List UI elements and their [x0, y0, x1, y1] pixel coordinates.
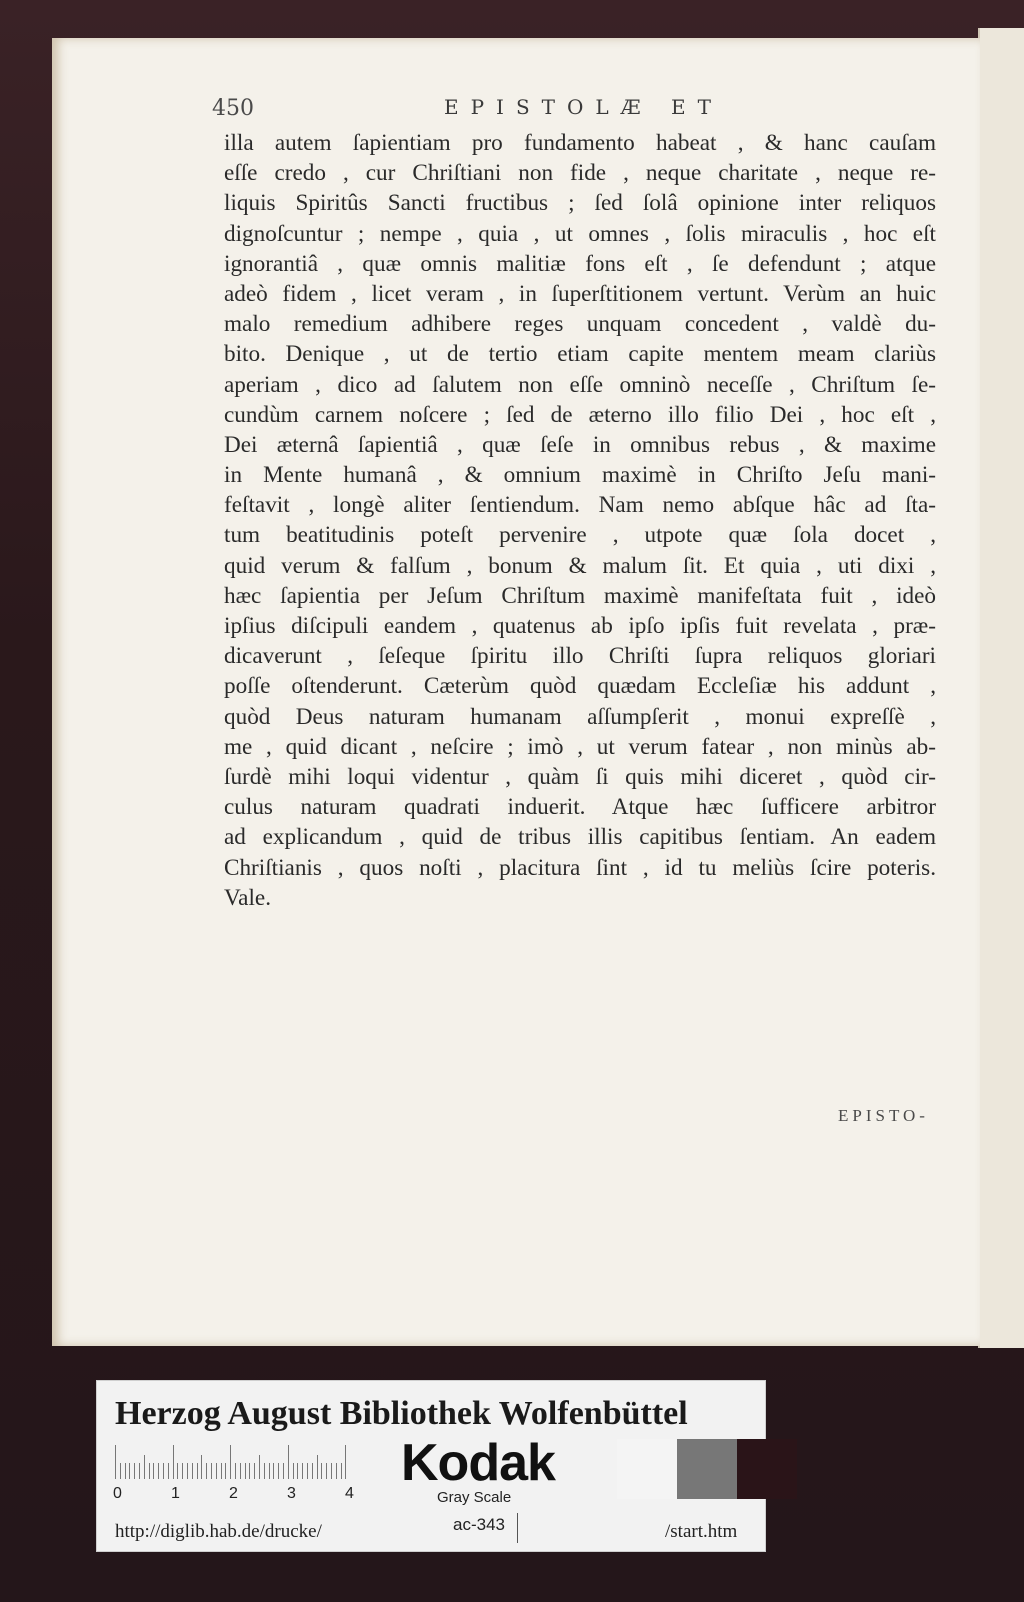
shelfmark: ac-343 [453, 1515, 505, 1534]
scale-tick [321, 1463, 322, 1479]
scale-tick [345, 1445, 346, 1479]
scale-tick [293, 1463, 294, 1479]
scale-label: 4 [345, 1485, 354, 1502]
scale-tick [134, 1463, 135, 1479]
scale-tick [192, 1463, 193, 1479]
gray-swatch-dark [737, 1439, 797, 1499]
text-line: cundùm carnem noſcere ; ſed de æterno illo filio Dei , hoc eſt , [224, 401, 936, 428]
scale-tick [115, 1445, 116, 1479]
digital-library-url: http://diglib.hab.de/drucke/ [115, 1521, 322, 1542]
scale-tick [120, 1463, 121, 1479]
text-line: ignorantiâ , quæ omnis malitiæ fons eſt , ſe defendunt ; atque [224, 250, 936, 277]
letter-body [224, 128, 936, 913]
start-page-url: /start.htm [665, 1521, 738, 1542]
scale-tick [297, 1463, 298, 1479]
scale-tick [173, 1445, 174, 1479]
scale-tick [273, 1463, 274, 1479]
scale-tick [177, 1463, 178, 1479]
scale-tick [206, 1463, 207, 1479]
text-line: Vale. [224, 884, 271, 911]
text-line: me , quid dicant , neſcire ; imò , ut verum fatear , non minùs ab- [224, 733, 936, 760]
scale-tick [201, 1455, 202, 1479]
scale-tick [278, 1463, 279, 1479]
text-line: ſurdè mihi loqui videntur , quàm ſi quis mihi diceret , quòd cir- [224, 763, 936, 790]
library-name: Herzog August Bibliothek Wolfenbüttel [115, 1395, 688, 1432]
scale-label: 2 [229, 1485, 238, 1502]
scale-tick [312, 1463, 313, 1479]
scale-tick [254, 1463, 255, 1479]
scale-tick [302, 1463, 303, 1479]
text-line: ad explicandum , quid de tribus illis capitibus ſentiam. An eadem [224, 824, 936, 851]
text-line: tum beatitudinis poteſt pervenire , utpote quæ ſola docet , [224, 522, 936, 549]
scale-tick [283, 1463, 284, 1479]
text-line: dignoſcuntur ; nempe , quia , ut omnes , ſolis miraculis , hoc eſt [224, 220, 936, 247]
scale-tick [153, 1463, 154, 1479]
text-line: feſtavit , longè aliter ſentiendum. Nam nemo abſque hâc ad ſta- [224, 492, 936, 519]
text-line: quid verum & falſum , bonum & malum ſit. Et quia , uti dixi , [224, 552, 936, 579]
text-line: adeò fidem , licet veram , in ſuperſtitionem vertunt. Verùm an huic [224, 280, 936, 307]
gray-scale-label: Gray Scale [437, 1489, 512, 1506]
scale-tick [197, 1463, 198, 1479]
scale-tick [331, 1463, 332, 1479]
scale-tick [163, 1463, 164, 1479]
scale-tick [158, 1463, 159, 1479]
scale-tick [317, 1455, 318, 1479]
page-header [212, 96, 732, 126]
scale-tick [259, 1455, 260, 1479]
scale-tick [144, 1455, 145, 1479]
scale-tick [230, 1445, 231, 1479]
scale-tick [235, 1463, 236, 1479]
scale-label: 3 [287, 1485, 296, 1502]
text-line: poſſe oſtenderunt. Cæterùm quòd quædam Eccleſiæ his addunt , [224, 673, 936, 700]
scale-tick [269, 1463, 270, 1479]
text-line: aperiam , dico ad ſalutem non eſſe omninò neceſſe , Chriſtum ſe- [224, 371, 936, 398]
running-title: EPISTOLÆ ET [444, 95, 723, 119]
text-line: ipſius diſcipuli eandem , quatenus ab ipſo ipſis fuit revelata , præ- [224, 613, 936, 639]
scale-tick [264, 1463, 265, 1479]
scale-tick [326, 1463, 327, 1479]
text-line: in Mente humanâ , & omnium maximè in Chriſto Jeſu mani- [224, 462, 936, 489]
kodak-logo: Kodak [401, 1434, 555, 1492]
show-through-text [220, 900, 940, 1160]
scale-tick [307, 1463, 308, 1479]
scale-tick [249, 1463, 250, 1479]
library-color-card [96, 1380, 766, 1552]
scale-tick [168, 1463, 169, 1479]
text-line: eſſe credo , cur Chriſtiani non fide , neque charitate , neque re- [224, 160, 936, 187]
scale-tick [341, 1463, 342, 1479]
scale-tick [288, 1445, 289, 1479]
text-line: illa autem ſapientiam pro fundamento habeat , & hanc cauſam [224, 130, 936, 156]
text-line: malo remedium adhibere reges unquam concedent , valdè du- [224, 311, 936, 338]
scale-tick [336, 1463, 337, 1479]
text-line: culus naturam quadrati induerit. Atque hæc ſufficere arbitror [224, 794, 936, 821]
scale-tick [187, 1463, 188, 1479]
card-divider [517, 1513, 518, 1543]
gray-swatch-light [617, 1439, 677, 1499]
text-line: Dei æternâ ſapientiâ , quæ ſeſe in omnibus rebus , & maxime [224, 431, 936, 458]
scale-tick [125, 1463, 126, 1479]
scale-tick [182, 1463, 183, 1479]
scale-tick [245, 1463, 246, 1479]
text-line: bito. Denique , ut de tertio etiam capite mentem meam clariùs [224, 341, 936, 368]
scale-tick [216, 1463, 217, 1479]
adjacent-page-edge [978, 28, 1024, 1348]
text-line: hæc ſapientia per Jeſum Chriſtum maximè manifeſtata fuit , ideò [224, 582, 936, 609]
text-line: dicaverunt , ſeſeque ſpiritu illo Chriſti ſupra reliquos gloriari [224, 643, 936, 670]
gray-swatch-mid [677, 1439, 737, 1499]
text-line: Chriſtianis , quos noſti , placitura ſint , id tu meliùs ſcire poteris. [224, 854, 936, 881]
catchword: EPISTO- [838, 1106, 929, 1125]
text-line: liquis Spiritûs Sancti fructibus ; ſed ſolâ opinione inter reliquos [224, 190, 936, 217]
scale-tick [225, 1463, 226, 1479]
scale-tick [129, 1463, 130, 1479]
page-number: 450 [212, 96, 254, 121]
scale-tick [139, 1463, 140, 1479]
scale-label: 0 [113, 1485, 122, 1502]
text-line: quòd Deus naturam humanam aſſumpſerit , monui expreſſè , [224, 703, 936, 730]
scale-label: 1 [171, 1485, 180, 1502]
scale-tick [211, 1463, 212, 1479]
scale-tick [149, 1463, 150, 1479]
measurement-scale [115, 1443, 355, 1479]
scale-tick [221, 1463, 222, 1479]
scale-tick [240, 1463, 241, 1479]
